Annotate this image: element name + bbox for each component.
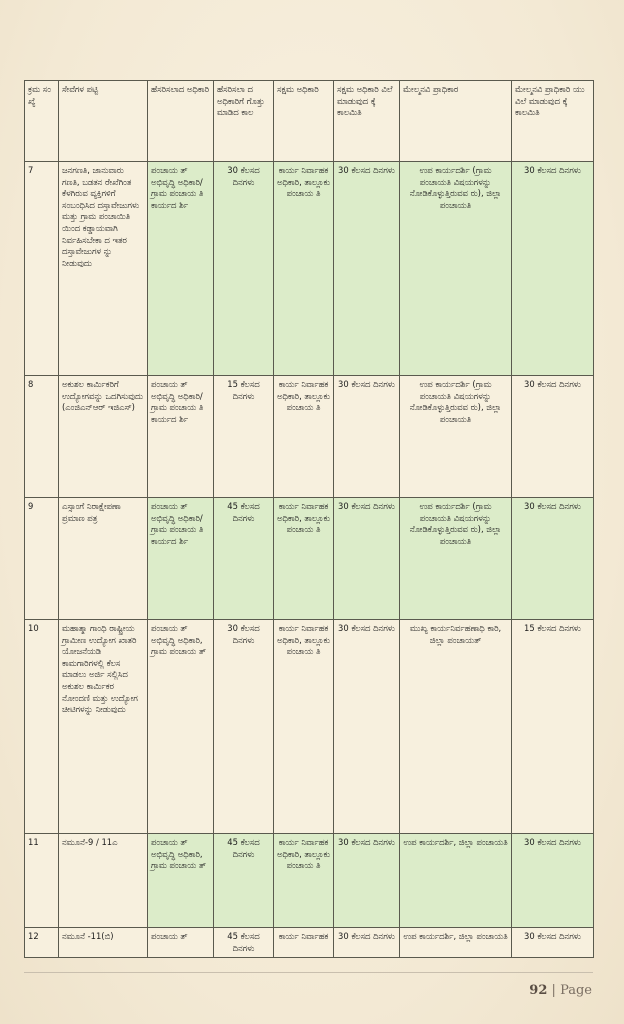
- header-designated-officer: ಹೆಸರಿಸಲಾದ ಅಧಿಕಾರಿ: [148, 81, 214, 162]
- footer-divider: [24, 972, 593, 973]
- cell-competent-time: 30 ಕೆಲಸದ ದಿನಗಳು: [334, 620, 400, 834]
- cell-officer-time: 45 ಕೆಲಸದ ದಿನಗಳು: [214, 498, 274, 620]
- cell-officer: ಪಂಚಾಯ ತ್ ಅಭಿವೃದ್ಧಿ ಅಧಿಕಾರಿ, ಗ್ರಾಮ ಪಂಚಾಯ ತ್: [148, 834, 214, 928]
- cell-serial: 8: [25, 376, 59, 498]
- cell-serial: 10: [25, 620, 59, 834]
- cell-officer: ಪಂಚಾಯ ತ್ ಅಭಿವೃದ್ಧಿ ಅಧಿಕಾರಿ/ ಗ್ರಾಮ ಪಂಚಾಯ ತಿ ಕಾರ್ಯದ ರ್ಶಿ: [148, 376, 214, 498]
- cell-competent: ಕಾರ್ಯ ನಿರ್ವಾಹಕ ಅಧಿಕಾರಿ, ತಾಲ್ಲೂಕು ಪಂಚಾಯ ತಿ: [274, 620, 334, 834]
- cell-officer: ಪಂಚಾಯ ತ್: [148, 928, 214, 958]
- cell-appellate: ಉಪ ಕಾರ್ಯದರ್ಶಿ (ಗ್ರಾಮ ಪಂಚಾಯತಿ ವಿಷಯಗಳನ್ನು ನೋಡಿಕೊಳ್ಳುತ್ತಿರುವವ ರು), ಜಿಲ್ಲಾ ಪಂಚಾಯತಿ: [400, 162, 512, 376]
- table-row: [25, 498, 594, 620]
- table-row: [25, 376, 594, 498]
- cell-competent: ಕಾರ್ಯ ನಿರ್ವಾಹಕ ಅಧಿಕಾರಿ, ತಾಲ್ಲೂಕು ಪಂಚಾಯ ತಿ: [274, 376, 334, 498]
- cell-competent: ಕಾರ್ಯ ನಿರ್ವಾಹಕ: [274, 928, 334, 958]
- cell-appellate-time: 30 ಕೆಲಸದ ದಿನಗಳು: [512, 498, 594, 620]
- cell-competent: ಕಾರ್ಯ ನಿರ್ವಾಹಕ ಅಧಿಕಾರಿ, ತಾಲ್ಲೂಕು ಪಂಚಾಯ ತಿ: [274, 834, 334, 928]
- cell-appellate: ಉಪ ಕಾರ್ಯದರ್ಶಿ, ಜಿಲ್ಲಾ ಪಂಚಾಯತಿ: [400, 834, 512, 928]
- cell-service: ನಮೂನೆ -11(ಬಿ): [59, 928, 148, 958]
- cell-competent: ಕಾರ್ಯ ನಿರ್ವಾಹಕ ಅಧಿಕಾರಿ, ತಾಲ್ಲೂಕು ಪಂಚಾಯ ತಿ: [274, 162, 334, 376]
- cell-competent-time: 30 ಕೆಲಸದ ದಿನಗಳು: [334, 162, 400, 376]
- cell-officer-time: 30 ಕೆಲಸದ ದಿನಗಳು: [214, 620, 274, 834]
- header-serial-no: ಕ್ರಮ ಸಂ ಖ್ಯೆ: [25, 81, 59, 162]
- header-officer-time: ಹೆಸರಿಸಲಾ ದ ಅಧಿಕಾರಿಗೆ ಗೊತ್ತು ಮಾಡಿದ ಕಾಲ: [214, 81, 274, 162]
- header-competent-time: ಸಕ್ಷಮ ಅಧಿಕಾರಿ ವಿಲೆ ಮಾಡುವುದ ಕ್ಕೆ ಕಾಲಮಿತಿ: [334, 81, 400, 162]
- cell-appellate: ಉಪ ಕಾರ್ಯದರ್ಶಿ, ಜಿಲ್ಲಾ ಪಂಚಾಯತಿ: [400, 928, 512, 958]
- cell-serial: 12: [25, 928, 59, 958]
- cell-service: ಮಹಾತ್ಮಾ ಗಾಂಧಿ ರಾಷ್ಟ್ರೀಯ ಗ್ರಾಮೀಣ ಉದ್ಯೋಗ ಖಾತರಿ ಯೋಜನೆಯಡಿ ಕಾಮಗಾರಿಗಳಲ್ಲಿ ಕೆಲಸ ಮಾಡಲು ಅರ್ಜಿ ಸಲ್ಲಿಸಿದ ಅಕುಶಲ ಕಾರ್ಮಿಕರ ನೋಂದಣಿ ಮತ್ತು ಉದ್ಯೋಗ ಚೀಟಿಗಳನ್ನು ನೀಡುವುದು: [59, 620, 148, 834]
- cell-service: ಜನಗಣತಿ, ಜಾನುವಾರು ಗಣತಿ, ಬಡತನ ರೇಖೆಗಿಂತ ಕೆಳಗಿರುವ ವ್ಯಕ್ತಿಗಳಿಗೆ ಸಂಬಂಧಿಸಿದ ದಸ್ತಾವೇಜುಗಳು ಮತ್ತು ಗ್ರಾಮ ಪಂಚಾಯಿತಿ ಯಿಂದ ಕಡ್ಡಾಯವಾಗಿ ನಿರ್ವಹಿಸಬೇಕಾ ದ ಇತರ ದಸ್ತಾವೇಜುಗಳ ನ್ನು ನೀಡುವುದು: [59, 162, 148, 376]
- cell-serial: 7: [25, 162, 59, 376]
- table-row: [25, 928, 594, 958]
- header-appellate-authority: ಮೇಲ್ಮನವಿ ಪ್ರಾಧಿಕಾರ: [400, 81, 512, 162]
- cell-appellate-time: 30 ಕೆಲಸದ ದಿನಗಳು: [512, 928, 594, 958]
- cell-serial: 11: [25, 834, 59, 928]
- table-row: [25, 620, 594, 834]
- cell-competent-time: 30 ಕೆಲಸದ ದಿನಗಳು: [334, 498, 400, 620]
- cell-appellate: ಮುಖ್ಯ ಕಾರ್ಯನಿರ್ವಹಣಾಧಿ ಕಾರಿ, ಜಿಲ್ಲಾ ಪಂಚಾಯತ್: [400, 620, 512, 834]
- cell-officer: ಪಂಚಾಯ ತ್ ಅಭಿವೃದ್ಧಿ ಅಧಿಕಾರಿ/ ಗ್ರಾಮ ಪಂಚಾಯ ತಿ ಕಾರ್ಯದ ರ್ಶಿ: [148, 498, 214, 620]
- page-number: [529, 983, 592, 998]
- header-services: ಸೇವೆಗಳ ಪಟ್ಟಿ: [59, 81, 148, 162]
- page-label: Page: [560, 983, 592, 998]
- table-row: [25, 162, 594, 376]
- cell-officer-time: 30 ಕೆಲಸದ ದಿನಗಳು: [214, 162, 274, 376]
- cell-appellate-time: 30 ಕೆಲಸದ ದಿನಗಳು: [512, 162, 594, 376]
- cell-service: ಅಕುಶಲ ಕಾರ್ಮಿಕರಿಗೆ ಉದ್ಯೋಗವನ್ನು ಒದಗಿಸುವುದು (ಎಂಜಿಎನ್‌ಆರ್‌ ಇಜಿಎಸ್): [59, 376, 148, 498]
- cell-serial: 9: [25, 498, 59, 620]
- cell-appellate: ಉಪ ಕಾರ್ಯದರ್ಶಿ (ಗ್ರಾಮ ಪಂಚಾಯತಿ ವಿಷಯಗಳನ್ನು ನೋಡಿಕೊಳ್ಳುತ್ತಿರುವವ ರು), ಜಿಲ್ಲಾ ಪಂಚಾಯತಿ: [400, 498, 512, 620]
- cell-appellate: ಉಪ ಕಾರ್ಯದರ್ಶಿ (ಗ್ರಾಮ ಪಂಚಾಯತಿ ವಿಷಯಗಳನ್ನು ನೋಡಿಕೊಳ್ಳುತ್ತಿರುವವ ರು), ಜಿಲ್ಲಾ ಪಂಚಾಯತಿ: [400, 376, 512, 498]
- header-appellate-time: ಮೇಲ್ಮನವಿ ಪ್ರಾಧಿಕಾರಿ ಯು ವಿಲೆ ಮಾಡುವುದ ಕ್ಕೆ ಕಾಲಮಿತಿ: [512, 81, 594, 162]
- table-row: [25, 834, 594, 928]
- cell-service: ಎಸ್ಸಾಂಗೆ ನಿರಾಕ್ಷೇಪಣಾ ಪ್ರಮಾಣ ಪತ್ರ: [59, 498, 148, 620]
- cell-competent-time: 30 ಕೆಲಸದ ದಿನಗಳು: [334, 376, 400, 498]
- cell-officer: ಪಂಚಾಯ ತ್ ಅಭಿವೃದ್ಧಿ ಅಧಿಕಾರಿ, ಗ್ರಾಮ ಪಂಚಾಯ ತ್: [148, 620, 214, 834]
- page-number-value: 92: [529, 983, 548, 998]
- cell-competent-time: 30 ಕೆಲಸದ ದಿನಗಳು: [334, 834, 400, 928]
- page-separator: |: [551, 983, 556, 998]
- cell-appellate-time: 15 ಕೆಲಸದ ದಿನಗಳು: [512, 620, 594, 834]
- cell-officer: ಪಂಚಾಯ ತ್ ಅಭಿವೃದ್ಧಿ ಅಧಿಕಾರಿ/ ಗ್ರಾಮ ಪಂಚಾಯ ತಿ ಕಾರ್ಯದ ರ್ಶಿ: [148, 162, 214, 376]
- header-competent-officer: ಸಕ್ಷಮ ಅಧಿಕಾರಿ: [274, 81, 334, 162]
- cell-appellate-time: 30 ಕೆಲಸದ ದಿನಗಳು: [512, 376, 594, 498]
- cell-officer-time: 15 ಕೆಲಸದ ದಿನಗಳು: [214, 376, 274, 498]
- cell-competent-time: 30 ಕೆಲಸದ ದಿನಗಳು: [334, 928, 400, 958]
- cell-service: ನಮೂನೆ-9 / 11ಎ: [59, 834, 148, 928]
- cell-officer-time: 45 ಕೆಲಸದ ದಿನಗಳು: [214, 834, 274, 928]
- table-header-row: [25, 81, 594, 162]
- cell-competent: ಕಾರ್ಯ ನಿರ್ವಾಹಕ ಅಧಿಕಾರಿ, ತಾಲ್ಲೂಕು ಪಂಚಾಯ ತಿ: [274, 498, 334, 620]
- cell-officer-time: 45 ಕೆಲಸದ ದಿನಗಳು: [214, 928, 274, 958]
- cell-appellate-time: 30 ಕೆಲಸದ ದಿನಗಳು: [512, 834, 594, 928]
- services-table: [24, 80, 594, 958]
